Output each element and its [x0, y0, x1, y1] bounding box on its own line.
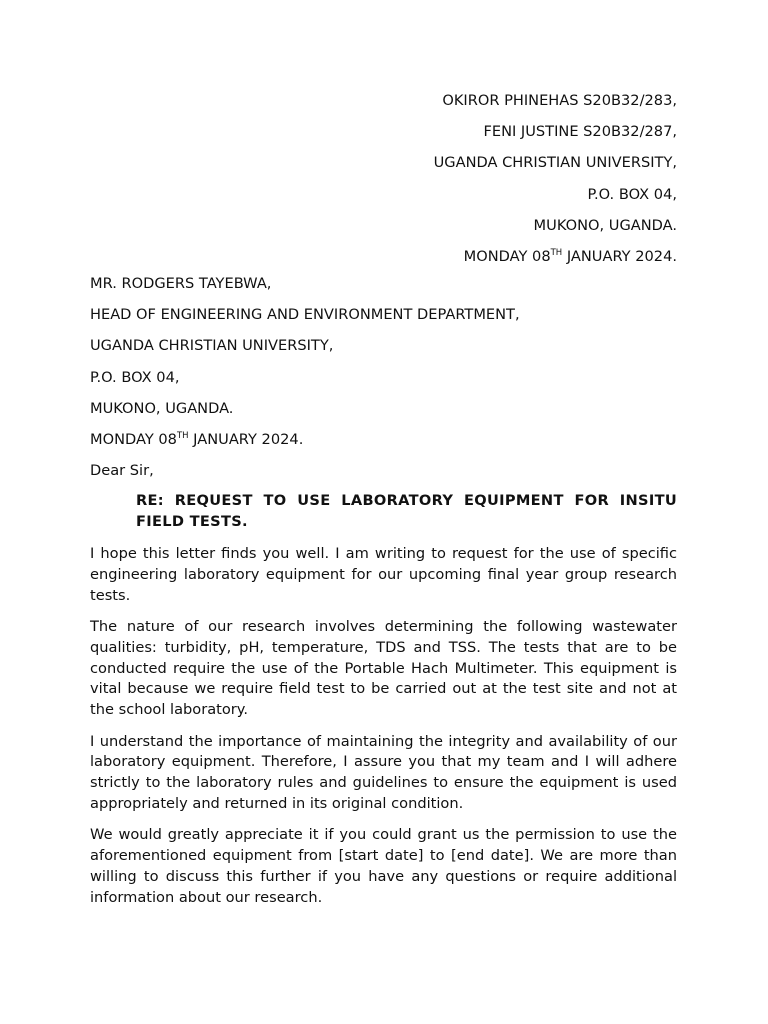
- sender-institution: UGANDA CHRISTIAN UNIVERSITY,: [433, 154, 677, 172]
- body-paragraph-request: We would greatly appreciate it if you could grant us the permission to use the aforementioned equipment from [start date] to [end date]. We are more than willing to discuss this further if you have any questions or require additional information about our research.: [90, 826, 677, 906]
- recipient-po-box: P.O. BOX 04,: [90, 368, 180, 386]
- recipient-date-ordinal: TH: [176, 430, 189, 441]
- body-paragraph-research: The nature of our research involves determining the following wastewater qualities: turbidity, pH, temperature, TDS and TSS. The tests that are to be conducted require the use of the Portable Hach Multimeter. This equipment is vital because we require field test to be carried out at the test site and not at the school laboratory.: [90, 617, 677, 719]
- recipient-title: HEAD OF ENGINEERING AND ENVIRONMENT DEPARTMENT,: [90, 306, 520, 324]
- sender-city: MUKONO, UGANDA.: [533, 216, 677, 234]
- sender-name-1: OKIROR PHINEHAS S20B32/283,: [442, 92, 677, 109]
- recipient-city: MUKONO, UGANDA.: [90, 399, 234, 417]
- letter-body: [90, 544, 677, 919]
- sender-name-2: FENI JUSTINE S20B32/287,: [483, 123, 677, 141]
- sender-address-block: [90, 91, 677, 278]
- recipient-date-suffix: JANUARY 2024.: [188, 430, 304, 448]
- sender-date-prefix: MONDAY 08: [463, 247, 551, 265]
- sender-date-suffix: JANUARY 2024.: [562, 247, 677, 265]
- body-paragraph-assurance: I understand the importance of maintaining the integrity and availability of our laboratory equipment. Therefore, I assure you that my team and I will adhere strictly to the laboratory rules and guidelines to ensure the equipment is used appropriately and returned in its original condition.: [90, 732, 677, 812]
- recipient-date: [90, 430, 677, 461]
- subject-line: RE: REQUEST TO USE LABORATORY EQUIPMENT FOR INSITU FIELD TESTS.: [136, 492, 677, 530]
- recipient-address-block: [90, 274, 677, 492]
- recipient-name: MR. RODGERS TAYEBWA,: [90, 275, 272, 292]
- body-paragraph-intro: I hope this letter finds you well. I am writing to request for the use of specific engineering laboratory equipment for our upcoming final year group research tests.: [90, 545, 677, 604]
- recipient-institution: UGANDA CHRISTIAN UNIVERSITY,: [90, 337, 334, 355]
- recipient-date-prefix: MONDAY 08: [90, 430, 177, 448]
- sender-po-box: P.O. BOX 04,: [587, 185, 677, 203]
- salutation: Dear Sir,: [90, 462, 154, 480]
- sender-date-ordinal: TH: [550, 247, 563, 258]
